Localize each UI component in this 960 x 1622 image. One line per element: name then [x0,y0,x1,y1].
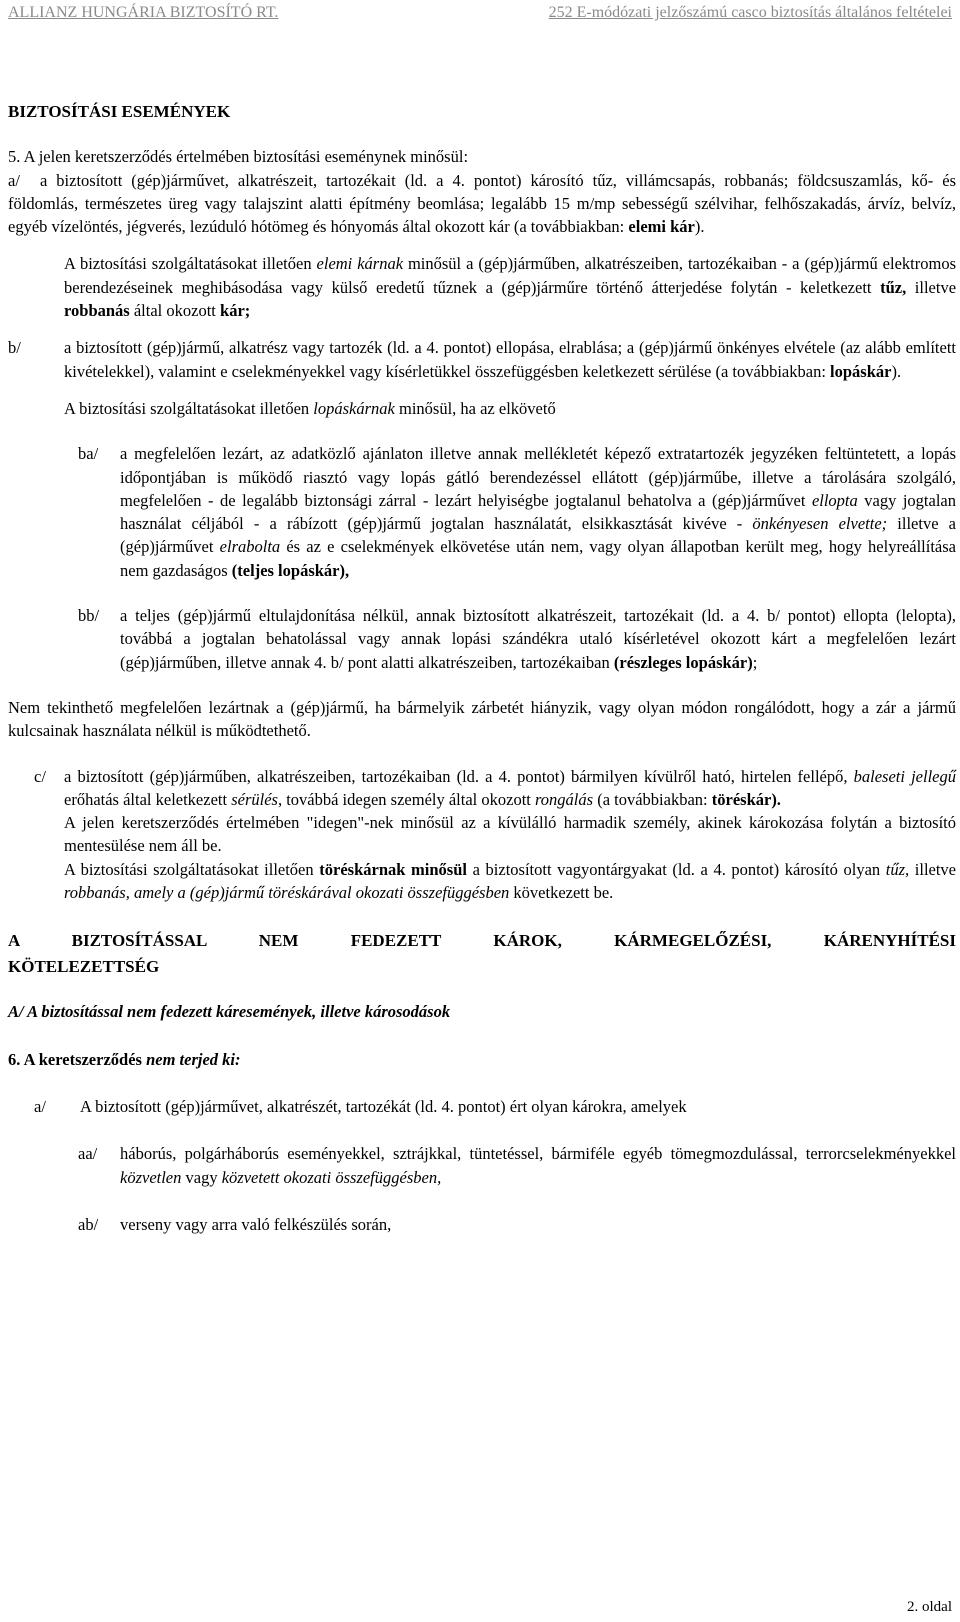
item-c-paragraph-3 [64,858,956,905]
p6-text: 6. A keretszerződés [8,1049,147,1069]
item-b-text [64,336,956,383]
item-aa-label: aa/ [78,1144,98,1164]
c-t1: a biztosított (gép)járműben, alkatrészeiben, tartozékaiban (ld. a 4. pontot) bármilyen kívülről ható, hirtelen fellépő, [64,766,854,786]
page-header [8,4,952,22]
ba-i1: ellopta [811,490,858,510]
item-b [8,336,956,383]
document-body [8,100,956,1236]
c-t3: , továbbá idegen személy által okozott [277,789,535,809]
teljes-lopaskar-term: (teljes lopáskár), [231,560,350,580]
ba-i2: önkényesen elvette; [752,514,888,534]
item-6a-text: A biztosított (gép)járművet, alkatrészét, tartozékát (ld. 4. pontot) ért olyan károkra, amelyek [80,1096,687,1116]
a-p2-italic: elemi kárnak [316,254,404,274]
item-c-paragraph-2: A jelen keretszerződés értelmében "idegen"-nek minősül az a kívülálló harmadik személy, akinek károkozása folytán a biztosító mentesülése nem áll be. [64,813,956,856]
c-i3: rongálás [535,789,594,809]
item-a-paragraph-2 [64,252,956,322]
item-a-text [8,169,956,239]
item-b-text-end: ). [891,361,902,381]
a-p2-text3: illetve [906,277,957,297]
ba-i3: elrabolta [219,537,281,557]
item-b-text-main: a biztosított (gép)jármű, alkatrész vagy tartozék (ld. a 4. pontot) ellopása, elrablása; a (gép)jármű önkényes elvétele (az alább említett kivételekkel), valamint e cselekményekkel vagy kísérletükkel összefüggésben keletkezett sérülése (a továbbiakban: [64,338,956,381]
a-p2-text2: minősül a (gép)járműben, alkatrészeiben, tartozékaiban - a (gép)jármű elektromos berendezéseinek meghibásodása vagy külső eredetű tűznek a (gép)járműre történő átterjedése folytán - keletkezett [64,254,956,297]
section-title-line-2: KÖTELEZETTSÉG [8,957,160,977]
item-aa [78,1142,956,1189]
a-p2-bold-fire: tűz, [880,277,907,297]
c-i1: baleseti jellegű [853,766,956,786]
item-bb-text [120,604,956,674]
lock-note: Nem tekinthető megfelelően lezártnak a (gép)jármű, ha bármelyik zárbetét hiányzik, vagy olyan módon rongálódott, hogy a zár a jármű kulcsainak használata nélkül is működtethető. [8,697,956,741]
page-number: 2. oldal [907,1599,952,1615]
ba-t2: vagy jogtalan használat céljából - a rábízott (gép)jármű jogtalan használatát, elsikkasztását kivéve - [120,490,956,534]
item-bb [78,604,956,674]
item-ab [78,1213,956,1236]
ba-t4: és az e cselekmények elkövetése után nem, vagy olyan állapotban került meg, hogy helyreállítása nem gazdaságos [120,537,956,580]
c-p3-e: illetve [909,859,957,879]
item-c-body [64,765,956,905]
c-i2: sérülés [231,789,278,809]
c-p3-f: robbanás, amely a (gép)jármű töréskárával okozati összefüggésben [64,883,510,903]
section-title-not-covered [8,928,956,980]
c-p3-a: A biztosítási szolgáltatásokat illetően [64,859,320,879]
reszleges-lopaskar-term: (részleges lopáskár) [613,652,753,672]
item-6a [34,1095,956,1118]
item-ab-label: ab/ [78,1214,99,1234]
c-t2: erőhatás által keletkezett [64,789,232,809]
item-ba-text [120,442,956,582]
item-a [8,169,956,239]
aa-i1: közvetlen [120,1167,182,1187]
item-c-text [64,765,956,812]
c-p3-g: következett be. [509,883,614,903]
item-b-label: b/ [8,338,21,358]
aa-t2: vagy [181,1167,222,1187]
item-aa-text [120,1142,956,1189]
item-ba-label: ba/ [78,444,99,464]
a-p2-text1: A biztosítási szolgáltatásokat illetően [64,254,317,274]
item-a-text-end: ). [694,217,705,237]
c-t4: (a továbbiakban: [593,789,712,809]
item-ba [78,442,956,582]
b-intro-text2: minősül, ha az elkövető [394,398,556,418]
aa-t1: háborús, polgárháborús eseményekkel, sztrájkkal, tüntetéssel, bármiféle egyéb tömegmozdulással, terrorcselekményekkel [120,1144,956,1164]
section-title-events: BIZTOSÍTÁSI ESEMÉNYEK [8,102,231,121]
item-bb-label: bb/ [78,606,100,626]
a-p2-text4: által okozott [129,301,221,321]
item-a-text-main: a biztosított (gép)járművet, alkatrészeit, tartozékait (ld. a 4. pontot) károsító tűz, villámcsapás, robbanás; földcsuszamlás, kő- és földomlás, természetes üreg vagy talajszint alatti építmény beomlása; legalább 15 m/mp sebességű szélvihar, felhőszakadás, árvíz, belvíz, egyéb vízelöntés, jégverés, lezúduló hótömeg és hónyomás által okozott kár (a továbbiakban: [8,170,956,237]
subsection-title-a: A/ A biztosítással nem fedezett káresemények, illetve károsodások [8,1002,451,1022]
c-p3-bold: töréskárnak minősül [319,859,467,879]
paragraph-5-intro: 5. A jelen keretszerződés értelmében biztosítási eseménynek minősül: [8,147,469,167]
toreskar-term: töréskár). [711,789,781,809]
c-p3-c: a biztosított vagyontárgyakat (ld. a 4. pontot) károsító olyan [466,859,886,879]
item-a-label: a/ [8,170,20,190]
header-document-title: 252 E-módózati jelzőszámú casco biztosítás általános feltételei [548,4,952,21]
bb-t1: a teljes (gép)jármű eltulajdonítása nélkül, annak biztosított alkatrészeit, tartozékait (ld. a 4. b/ pontot) ellopta (lelopta), továbbá a jogtalan behatolással vagy annak lopási szándékra utaló kísérletével okozott kárt a megfelelően lezárt (gép)járműben, illetve annak 4. b/ pont alatti alkatrészeiben, tartozékaiban [120,606,956,672]
header-company: ALLIANZ HUNGÁRIA BIZTOSÍTÓ RT. [8,4,279,21]
elemi-kar-term: elemi kár [628,217,695,237]
item-b-intro [64,397,956,420]
item-ab-text: verseny vagy arra való felkészülés során, [120,1214,392,1234]
item-c-label: c/ [34,766,46,786]
paragraph-6-intro [8,1048,956,1071]
item-6a-label: a/ [34,1096,46,1116]
p6-italic: nem terjed ki: [146,1049,241,1069]
bb-t2: ; [752,652,758,672]
item-a-body [8,169,956,239]
b-intro-italic: lopáskárnak [313,398,395,418]
c-p3-d: tűz, [885,859,910,879]
ba-t3: illetve a (gép)járművet [120,514,956,557]
aa-i2: közvetett okozati összefüggésben, [221,1167,442,1187]
item-c [34,765,956,905]
section-title-line-1: A BIZTOSÍTÁSSAL NEM FEDEZETT KÁROK, KÁRMEGELŐZÉSI, KÁRENYHÍTÉSI [8,931,956,951]
lopaskar-term: lopáskár [830,361,892,381]
a-p2-bold-explosion: robbanás [64,301,130,321]
a-p2-bold-damage: kár; [220,301,251,321]
b-intro-text1: A biztosítási szolgáltatásokat illetően [64,398,314,418]
ba-t1: a megfelelően lezárt, az adatközlő ajánlaton illetve annak mellékletét képező extratartozék jegyzéken feltüntetett, a lopás időpontjában is működő riasztó vagy lopás gátló berendezéssel ellátott (gép)járműbe, illetve a tárolására szolgáló, megfelelően - de legalább biztonsági zárral - lezárt helyiségbe jogtalanul behatolva a (gép)járművet [120,444,956,510]
